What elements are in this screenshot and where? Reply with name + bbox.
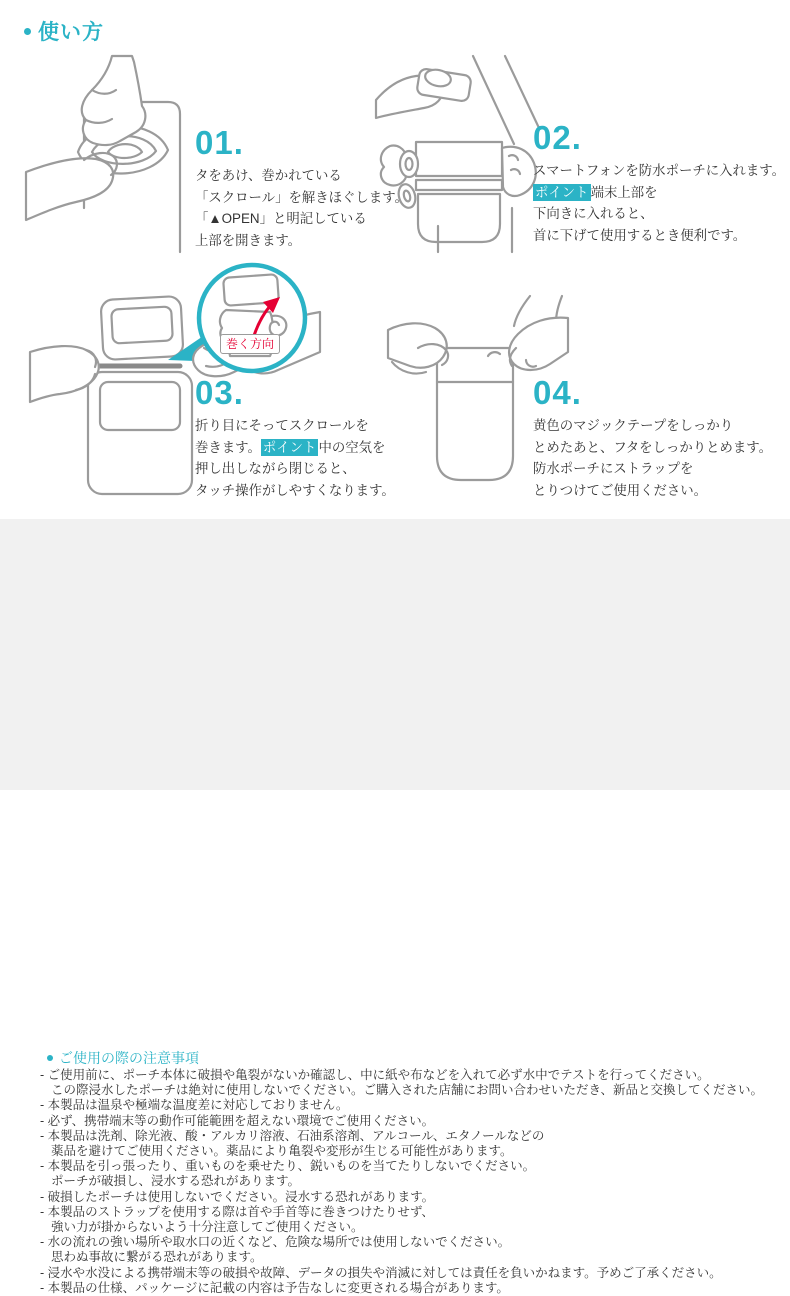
point-badge: ポイント <box>535 184 589 200</box>
note-line: この際浸水したポーチは絶対に使用しないでください。ご購入された店舗にお問い合わせいただき、新品と交換してください。 <box>51 1083 764 1098</box>
note-line: - 本製品の仕様、パッケージに記載の内容は予告なしに変更される場合があります。 <box>40 1280 509 1295</box>
step-4-number: 04. <box>533 374 582 411</box>
notes-header-label: ご使用の際の注意事項 <box>59 1050 199 1066</box>
note-line: 思わぬ事故に繋がる恐れがあります。 <box>51 1250 263 1265</box>
open-lid <box>100 296 183 360</box>
title-bullet-icon <box>24 28 31 35</box>
page-title <box>24 16 104 46</box>
pouch-body <box>88 372 192 494</box>
step-3-description: 折り目にそってスクロールを 巻きます。 ポイント 中の空気を 押し出しながら閉じると、 タッチ操作がしやすくなります。 <box>195 418 395 498</box>
notes-bullet-icon <box>47 1055 53 1061</box>
notes-list <box>40 1068 763 1296</box>
note-line: - 必ず、携帯端末等の動作可能範囲を超えない環境でご使用ください。 <box>40 1113 435 1128</box>
step-2-number: 02. <box>533 119 582 156</box>
note-line: - 本製品は温泉や極端な温度差に対応しておりません。 <box>40 1098 349 1113</box>
notes-header <box>47 1048 199 1068</box>
step-1-description: タをあけ、巻かれている 「スクロール」を解きほぐします。 「▲OPEN」と明記している 上部を開きます。 <box>195 168 408 248</box>
step-2-description: スマートフォンを防水ポーチに入れます。 ポイント 端末上部を 下向きに入れると、 首に下げて使用するとき便利です。 <box>533 163 786 243</box>
note-line: - 水の流れの強い場所や取水口の近くなど、危険な場所では使用しないでください。 <box>40 1235 511 1250</box>
step1-illustration <box>26 56 216 252</box>
step-1 <box>195 126 408 251</box>
note-line: 強い力が掛からないよう十分注意してご使用ください。 <box>51 1220 364 1235</box>
arm-lines <box>473 56 539 144</box>
note-line: - 本製品のストラップを使用する際は首や手首等に巻きつけたりせず、 <box>40 1204 434 1219</box>
pouch <box>437 348 513 480</box>
right-hand <box>502 147 536 196</box>
point-badge: ポイント <box>262 439 317 455</box>
step-4 <box>533 376 772 501</box>
step-3 <box>195 376 395 501</box>
usage-notes-section <box>0 519 790 1295</box>
note-line: 薬品を避けてご使用ください。薬品により亀裂や変形が生じる可能性があります。 <box>51 1144 513 1159</box>
note-line: - 浸水や水没による携帯端末等の破損や故障、データの損失や消滅に対しては責任を負いかねます。予めご了承ください。 <box>40 1265 722 1280</box>
note-line: - 破損したポーチは使用しないでください。浸水する恐れがあります。 <box>40 1189 435 1204</box>
page-title-label: 使い方 <box>38 21 104 44</box>
top-hand <box>82 56 146 145</box>
step-1-number: 01. <box>195 124 244 161</box>
step-3-number: 03. <box>195 374 244 411</box>
note-line: ポーチが破損し、浸水する恐れがあります。 <box>51 1174 301 1189</box>
step-4-description: 黄色のマジックテープをしっかり とめたあと、フタをしっかりとめます。 防水ポーチにストラップを とりつけてご使用ください。 <box>533 418 773 498</box>
note-line: - 本製品を引っ張ったり、重いものを乗せたり、鋭いものを当てたりしないでください。 <box>40 1159 536 1174</box>
step-2 <box>533 121 785 246</box>
pouch <box>416 142 502 242</box>
note-line: - 本製品は洗剤、除光液、酸・アルカリ溶液、石油系溶剤、アルコール、エタノールなどの <box>40 1128 545 1143</box>
roll-direction-label: 巻く方向 <box>220 334 280 354</box>
left-hand <box>26 153 117 220</box>
note-line: - ご使用前に、ポーチ本体に破損や亀裂がないか確認し、中に紙や布などを入れて必ず水中でテストを行ってください。 <box>40 1068 710 1082</box>
smartphone-hand <box>376 67 472 118</box>
